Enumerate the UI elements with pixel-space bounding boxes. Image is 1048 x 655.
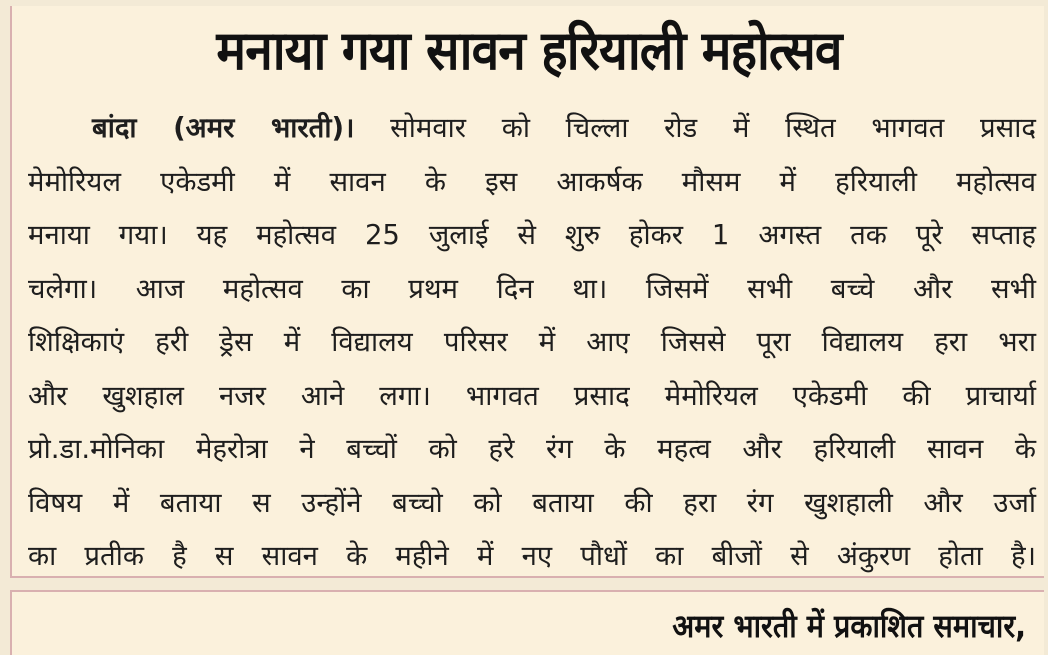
article-dateline: बांदा (अमर भारती)। (92, 112, 355, 144)
footer-caption: अमर भारती में प्रकाशित समाचार, (672, 607, 1026, 645)
article-headline: मनाया गया सावन हरियाली महोत्सव (216, 19, 842, 82)
article-line-3: मनाया गया। यह महोत्सव 25 जुलाई से शुरु होकर 1 अगस्त तक पूरे सप्ताह (28, 219, 1036, 251)
article-line-5: शिक्षिकाएं हरी ड्रेस में विद्यालय परिसर में आए जिससे पूरा विद्यालय हरा भरा (28, 326, 1036, 358)
article-line-2: मेमोरियल एकेडमी में सावन के इस आकर्षक मौसम में हरियाली महोत्सव (28, 165, 1036, 198)
article-line-1 (28, 102, 1036, 156)
article-line-4: चलेगा। आज महोत्सव का प्रथम दिन था। जिसमें सभी बच्चे और सभी (28, 272, 1036, 305)
article-line-1-text: सोमवार को चिल्ला रोड में स्थित भागवत प्रसाद (354, 112, 1036, 144)
article-line-7: प्रो.डा.मोनिका मेहरोत्रा ने बच्चों को हरे रंग के महत्व और हरियाली सावन के (28, 433, 1036, 465)
article-line-6: और खुशहाल नजर आने लगा। भागवत प्रसाद मेमोरियल एकेडमी की प्राचार्या (28, 379, 1036, 412)
news-article (10, 6, 1044, 578)
article-body (28, 102, 1036, 584)
footer-band (10, 590, 1044, 655)
article-line-9: का प्रतीक है स सावन के महीने में नए पौधों का बीजों से अंकुरण होता है। (28, 540, 1036, 572)
article-line-8: विषय में बताया स उन्होंने बच्चो को बताया की हरा रंग खुशहाली और उर्जा (28, 486, 1036, 519)
